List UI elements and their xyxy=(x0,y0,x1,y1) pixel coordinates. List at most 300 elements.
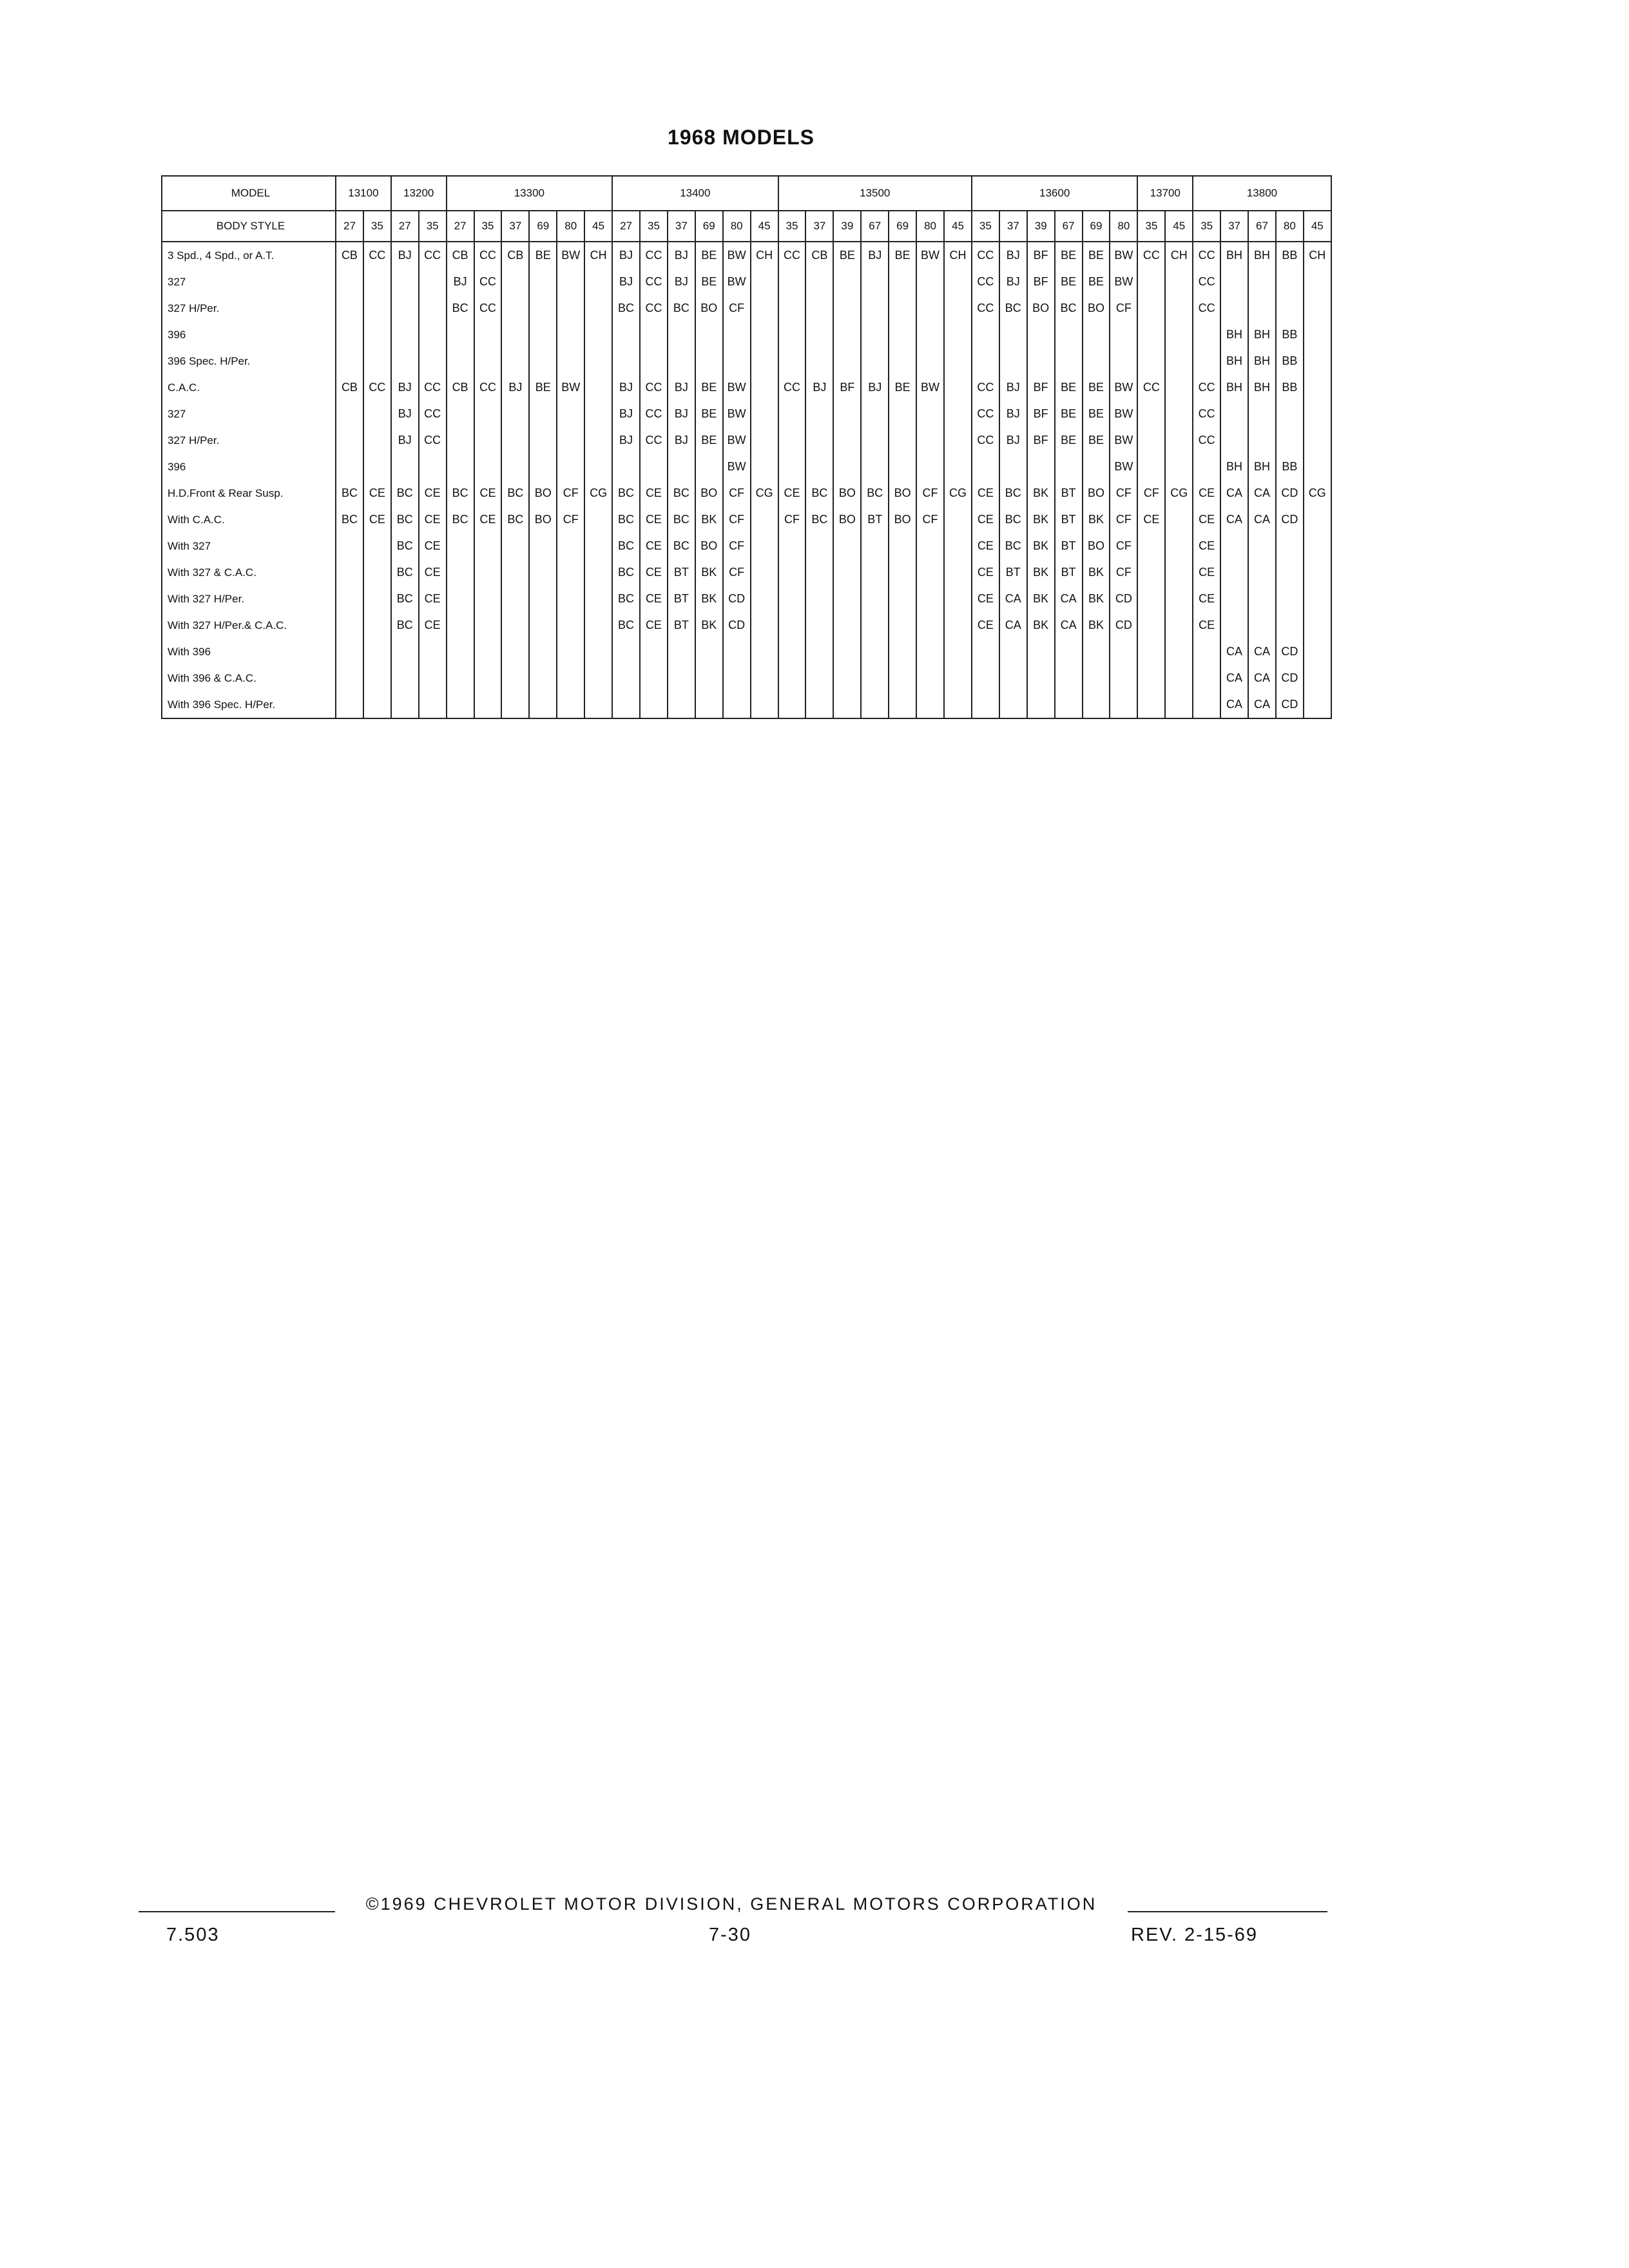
body-style-header: 80 xyxy=(1276,211,1304,242)
code-cell: BF xyxy=(833,374,861,401)
revision-date: REV. 2-15-69 xyxy=(1131,1925,1258,1945)
code-cell xyxy=(916,639,944,665)
code-cell: CC xyxy=(1193,401,1220,427)
code-cell xyxy=(1110,665,1137,691)
code-cell xyxy=(1165,295,1193,322)
code-cell xyxy=(1304,639,1331,665)
code-cell: BE xyxy=(889,374,916,401)
body-style-header: 69 xyxy=(1083,211,1110,242)
code-cell: BW xyxy=(916,242,944,269)
row-label: H.D.Front & Rear Susp. xyxy=(162,480,336,506)
code-cell: CC xyxy=(640,427,668,454)
body-style-header: 80 xyxy=(1110,211,1137,242)
table-row xyxy=(162,586,1331,612)
code-cell: CF xyxy=(1137,480,1165,506)
code-cell: CE xyxy=(1193,612,1220,639)
code-cell: BE xyxy=(1055,242,1083,269)
code-cell xyxy=(751,295,778,322)
code-cell xyxy=(640,665,668,691)
table-row xyxy=(162,480,1331,506)
code-cell: CE xyxy=(972,480,999,506)
code-cell xyxy=(778,348,806,374)
code-cell: CH xyxy=(751,242,778,269)
code-cell: BC xyxy=(861,480,889,506)
code-cell xyxy=(805,295,833,322)
code-cell xyxy=(501,639,529,665)
code-cell xyxy=(419,295,447,322)
code-cell xyxy=(805,454,833,480)
code-cell xyxy=(474,665,502,691)
code-cell: BJ xyxy=(668,401,695,427)
code-cell: BJ xyxy=(612,242,640,269)
code-cell: CE xyxy=(1193,506,1220,533)
code-cell xyxy=(584,639,612,665)
code-cell: BC xyxy=(447,480,474,506)
code-cell xyxy=(833,427,861,454)
code-cell: CF xyxy=(1110,559,1137,586)
code-cell xyxy=(447,401,474,427)
code-cell xyxy=(1110,348,1137,374)
code-cell: CE xyxy=(1193,480,1220,506)
code-cell xyxy=(474,322,502,348)
code-cell xyxy=(944,322,972,348)
code-cell: BE xyxy=(1055,374,1083,401)
code-cell: BE xyxy=(833,242,861,269)
code-cell: CE xyxy=(640,533,668,559)
code-cell xyxy=(1165,586,1193,612)
code-cell xyxy=(778,401,806,427)
body-style-header: 80 xyxy=(557,211,584,242)
code-cell xyxy=(916,295,944,322)
code-cell: CE xyxy=(474,480,502,506)
code-cell xyxy=(529,559,557,586)
code-cell xyxy=(419,691,447,718)
code-cell xyxy=(944,533,972,559)
code-cell: BT xyxy=(1055,506,1083,533)
code-cell xyxy=(751,374,778,401)
code-cell xyxy=(529,612,557,639)
code-cell: BE xyxy=(695,401,723,427)
code-cell: BC xyxy=(391,586,419,612)
code-cell: BB xyxy=(1276,374,1304,401)
code-cell: CA xyxy=(1220,639,1248,665)
code-cell: BC xyxy=(999,480,1027,506)
code-cell xyxy=(474,612,502,639)
code-cell: CC xyxy=(640,401,668,427)
code-cell xyxy=(861,533,889,559)
code-cell xyxy=(501,533,529,559)
code-cell xyxy=(1193,691,1220,718)
body-style-header-row xyxy=(162,211,1331,242)
code-cell xyxy=(1165,533,1193,559)
code-cell xyxy=(778,586,806,612)
row-label: 327 xyxy=(162,269,336,295)
code-cell xyxy=(1304,427,1331,454)
code-cell xyxy=(447,639,474,665)
code-cell: BC xyxy=(999,533,1027,559)
code-cell xyxy=(751,691,778,718)
code-cell xyxy=(1304,533,1331,559)
code-cell: CB xyxy=(447,374,474,401)
code-cell: BH xyxy=(1220,242,1248,269)
code-cell xyxy=(1304,295,1331,322)
code-cell: BJ xyxy=(668,242,695,269)
code-cell xyxy=(501,348,529,374)
body-style-header: 35 xyxy=(419,211,447,242)
code-cell xyxy=(805,691,833,718)
code-cell xyxy=(1248,612,1276,639)
code-cell xyxy=(336,533,363,559)
code-cell xyxy=(391,454,419,480)
code-cell xyxy=(861,454,889,480)
code-cell: BC xyxy=(612,295,640,322)
code-cell: CA xyxy=(1220,665,1248,691)
row-label: With 327 xyxy=(162,533,336,559)
code-cell xyxy=(1055,691,1083,718)
code-cell: BJ xyxy=(391,427,419,454)
code-cell xyxy=(612,691,640,718)
code-cell xyxy=(778,612,806,639)
code-cell xyxy=(363,639,391,665)
code-cell xyxy=(861,691,889,718)
code-cell xyxy=(363,295,391,322)
code-cell: BW xyxy=(723,401,751,427)
code-cell: BJ xyxy=(668,374,695,401)
code-cell xyxy=(363,427,391,454)
table-row xyxy=(162,665,1331,691)
code-cell: BJ xyxy=(391,401,419,427)
code-cell: CF xyxy=(916,480,944,506)
code-cell xyxy=(419,639,447,665)
code-cell: CH xyxy=(1304,242,1331,269)
code-cell: BJ xyxy=(999,401,1027,427)
code-cell xyxy=(944,586,972,612)
code-cell xyxy=(944,639,972,665)
body-style-header: 69 xyxy=(529,211,557,242)
code-cell xyxy=(557,401,584,427)
code-cell xyxy=(833,639,861,665)
code-cell xyxy=(501,586,529,612)
code-cell xyxy=(363,454,391,480)
row-label: 396 Spec. H/Per. xyxy=(162,348,336,374)
code-cell xyxy=(529,322,557,348)
row-label: With 327 & C.A.C. xyxy=(162,559,336,586)
code-cell: CB xyxy=(336,242,363,269)
code-cell xyxy=(778,269,806,295)
code-cell: BW xyxy=(1110,454,1137,480)
code-cell xyxy=(584,374,612,401)
code-cell xyxy=(1083,454,1110,480)
code-cell xyxy=(778,533,806,559)
code-cell xyxy=(751,427,778,454)
code-cell: BW xyxy=(1110,401,1137,427)
copyright-notice: ©1969 CHEVROLET MOTOR DIVISION, GENERAL MOTORS CORPORATION xyxy=(335,1894,1128,1914)
body-style-header: 35 xyxy=(1193,211,1220,242)
code-cell xyxy=(861,586,889,612)
code-cell xyxy=(363,348,391,374)
table-row xyxy=(162,506,1331,533)
code-cell xyxy=(1276,427,1304,454)
code-cell xyxy=(557,612,584,639)
code-cell xyxy=(640,454,668,480)
code-cell xyxy=(1027,639,1055,665)
code-cell xyxy=(668,348,695,374)
table-row xyxy=(162,691,1331,718)
code-cell xyxy=(419,348,447,374)
model-code-table xyxy=(161,175,1332,719)
code-cell xyxy=(584,322,612,348)
code-cell xyxy=(1137,427,1165,454)
code-cell xyxy=(447,559,474,586)
code-cell: BK xyxy=(695,559,723,586)
code-cell xyxy=(944,691,972,718)
code-cell xyxy=(889,586,916,612)
row-label: 3 Spd., 4 Spd., or A.T. xyxy=(162,242,336,269)
code-cell: CC xyxy=(1193,269,1220,295)
model-number-header: 13500 xyxy=(778,176,972,211)
code-cell: CF xyxy=(1110,533,1137,559)
code-cell: CH xyxy=(1165,242,1193,269)
code-cell xyxy=(668,691,695,718)
code-cell: BC xyxy=(501,480,529,506)
code-cell: CC xyxy=(1193,374,1220,401)
code-cell xyxy=(1193,639,1220,665)
code-cell xyxy=(584,295,612,322)
code-cell: CC xyxy=(972,269,999,295)
code-cell: BJ xyxy=(391,242,419,269)
code-cell: CC xyxy=(363,374,391,401)
code-cell xyxy=(778,454,806,480)
code-cell xyxy=(1248,427,1276,454)
code-cell: CD xyxy=(1110,586,1137,612)
code-cell: CD xyxy=(1276,506,1304,533)
code-cell: BJ xyxy=(999,374,1027,401)
code-cell xyxy=(833,322,861,348)
code-cell: CC xyxy=(640,295,668,322)
code-cell: BC xyxy=(391,480,419,506)
code-cell xyxy=(999,691,1027,718)
code-cell: CD xyxy=(1276,480,1304,506)
code-cell xyxy=(474,454,502,480)
code-cell: CC xyxy=(972,242,999,269)
code-cell xyxy=(501,691,529,718)
code-cell xyxy=(363,559,391,586)
code-cell xyxy=(584,269,612,295)
code-cell: BK xyxy=(695,586,723,612)
code-cell xyxy=(447,612,474,639)
code-cell: BE xyxy=(1055,401,1083,427)
code-cell: BB xyxy=(1276,242,1304,269)
code-cell xyxy=(805,269,833,295)
code-cell: CD xyxy=(723,612,751,639)
code-cell: BE xyxy=(1055,427,1083,454)
code-cell xyxy=(944,559,972,586)
code-cell xyxy=(861,559,889,586)
code-cell: BO xyxy=(695,480,723,506)
code-cell: BJ xyxy=(612,427,640,454)
code-cell xyxy=(557,454,584,480)
code-cell: BO xyxy=(529,506,557,533)
row-label: With 327 H/Per. xyxy=(162,586,336,612)
code-cell: BC xyxy=(612,612,640,639)
code-cell xyxy=(972,665,999,691)
code-cell xyxy=(363,665,391,691)
model-number-header: 13300 xyxy=(447,176,612,211)
code-cell xyxy=(529,665,557,691)
code-cell: BO xyxy=(1083,295,1110,322)
code-cell xyxy=(1137,559,1165,586)
code-cell: CE xyxy=(972,586,999,612)
code-cell xyxy=(1165,374,1193,401)
code-cell xyxy=(916,427,944,454)
code-cell xyxy=(419,665,447,691)
table-row xyxy=(162,269,1331,295)
code-cell xyxy=(336,322,363,348)
code-cell xyxy=(529,691,557,718)
code-cell: CE xyxy=(419,506,447,533)
code-cell: BF xyxy=(1027,269,1055,295)
code-cell xyxy=(1027,454,1055,480)
code-cell: BC xyxy=(668,295,695,322)
code-cell xyxy=(529,269,557,295)
code-cell: CE xyxy=(972,559,999,586)
code-cell xyxy=(751,322,778,348)
body-style-header: 39 xyxy=(1027,211,1055,242)
code-cell xyxy=(805,612,833,639)
code-cell: BJ xyxy=(668,269,695,295)
code-cell: BE xyxy=(1083,401,1110,427)
body-style-header: 45 xyxy=(1165,211,1193,242)
code-cell: CE xyxy=(474,506,502,533)
code-cell: BJ xyxy=(612,374,640,401)
code-cell xyxy=(1276,586,1304,612)
code-cell xyxy=(1083,348,1110,374)
model-number-header: 13100 xyxy=(336,176,391,211)
code-cell xyxy=(584,454,612,480)
code-cell xyxy=(1110,639,1137,665)
code-cell: CC xyxy=(640,374,668,401)
table-row xyxy=(162,348,1331,374)
code-cell: BK xyxy=(1083,559,1110,586)
code-cell: CC xyxy=(419,374,447,401)
code-cell: BC xyxy=(999,295,1027,322)
body-style-header: 67 xyxy=(1248,211,1276,242)
body-style-header: 45 xyxy=(751,211,778,242)
code-cell xyxy=(999,665,1027,691)
code-cell xyxy=(336,269,363,295)
code-cell: CE xyxy=(640,480,668,506)
code-cell xyxy=(833,586,861,612)
code-cell xyxy=(584,612,612,639)
code-cell xyxy=(805,559,833,586)
body-style-header: 27 xyxy=(336,211,363,242)
code-cell xyxy=(999,639,1027,665)
code-cell: CE xyxy=(640,586,668,612)
code-cell xyxy=(861,427,889,454)
code-cell: BJ xyxy=(805,374,833,401)
code-cell xyxy=(751,269,778,295)
code-cell xyxy=(751,533,778,559)
code-cell xyxy=(474,533,502,559)
code-cell: CC xyxy=(474,242,502,269)
code-cell xyxy=(1304,322,1331,348)
code-cell xyxy=(833,295,861,322)
code-cell: BH xyxy=(1248,454,1276,480)
code-cell xyxy=(557,665,584,691)
code-cell xyxy=(805,401,833,427)
code-cell xyxy=(612,322,640,348)
table-body xyxy=(162,242,1331,718)
code-cell: BO xyxy=(695,295,723,322)
code-cell xyxy=(889,533,916,559)
row-label: 396 xyxy=(162,322,336,348)
code-cell xyxy=(944,454,972,480)
code-cell xyxy=(1304,586,1331,612)
code-cell: CE xyxy=(972,506,999,533)
code-cell xyxy=(833,691,861,718)
code-cell xyxy=(1248,269,1276,295)
code-cell xyxy=(1248,586,1276,612)
code-cell: BF xyxy=(1027,242,1055,269)
body-style-header: 80 xyxy=(916,211,944,242)
code-cell xyxy=(474,691,502,718)
code-cell xyxy=(916,348,944,374)
code-cell: CF xyxy=(557,506,584,533)
code-cell xyxy=(861,322,889,348)
code-cell xyxy=(336,665,363,691)
code-cell xyxy=(695,348,723,374)
code-cell: CD xyxy=(1110,612,1137,639)
code-cell: CH xyxy=(944,242,972,269)
code-cell xyxy=(1165,559,1193,586)
code-cell xyxy=(1137,348,1165,374)
code-cell: CF xyxy=(723,559,751,586)
code-cell: CC xyxy=(363,242,391,269)
code-cell xyxy=(612,348,640,374)
code-cell xyxy=(1220,427,1248,454)
code-cell xyxy=(1220,401,1248,427)
table-row xyxy=(162,533,1331,559)
code-cell xyxy=(916,454,944,480)
code-cell: BC xyxy=(668,506,695,533)
code-cell xyxy=(640,322,668,348)
code-cell xyxy=(1304,269,1331,295)
code-cell xyxy=(889,295,916,322)
code-cell xyxy=(1137,269,1165,295)
code-cell xyxy=(861,401,889,427)
code-cell xyxy=(695,454,723,480)
code-cell xyxy=(501,454,529,480)
code-cell xyxy=(1137,322,1165,348)
body-style-header: 35 xyxy=(972,211,999,242)
code-cell: BW xyxy=(1110,269,1137,295)
code-cell xyxy=(999,454,1027,480)
row-label: 327 H/Per. xyxy=(162,295,336,322)
code-cell xyxy=(1304,665,1331,691)
code-cell: CG xyxy=(1165,480,1193,506)
code-cell: BC xyxy=(447,295,474,322)
code-cell: BC xyxy=(391,612,419,639)
code-cell: CC xyxy=(1137,374,1165,401)
row-label: With C.A.C. xyxy=(162,506,336,533)
code-cell: CF xyxy=(1110,295,1137,322)
code-cell xyxy=(861,269,889,295)
code-cell xyxy=(1110,322,1137,348)
code-cell: BJ xyxy=(447,269,474,295)
code-cell xyxy=(1137,454,1165,480)
code-cell: BW xyxy=(1110,427,1137,454)
code-cell xyxy=(501,322,529,348)
